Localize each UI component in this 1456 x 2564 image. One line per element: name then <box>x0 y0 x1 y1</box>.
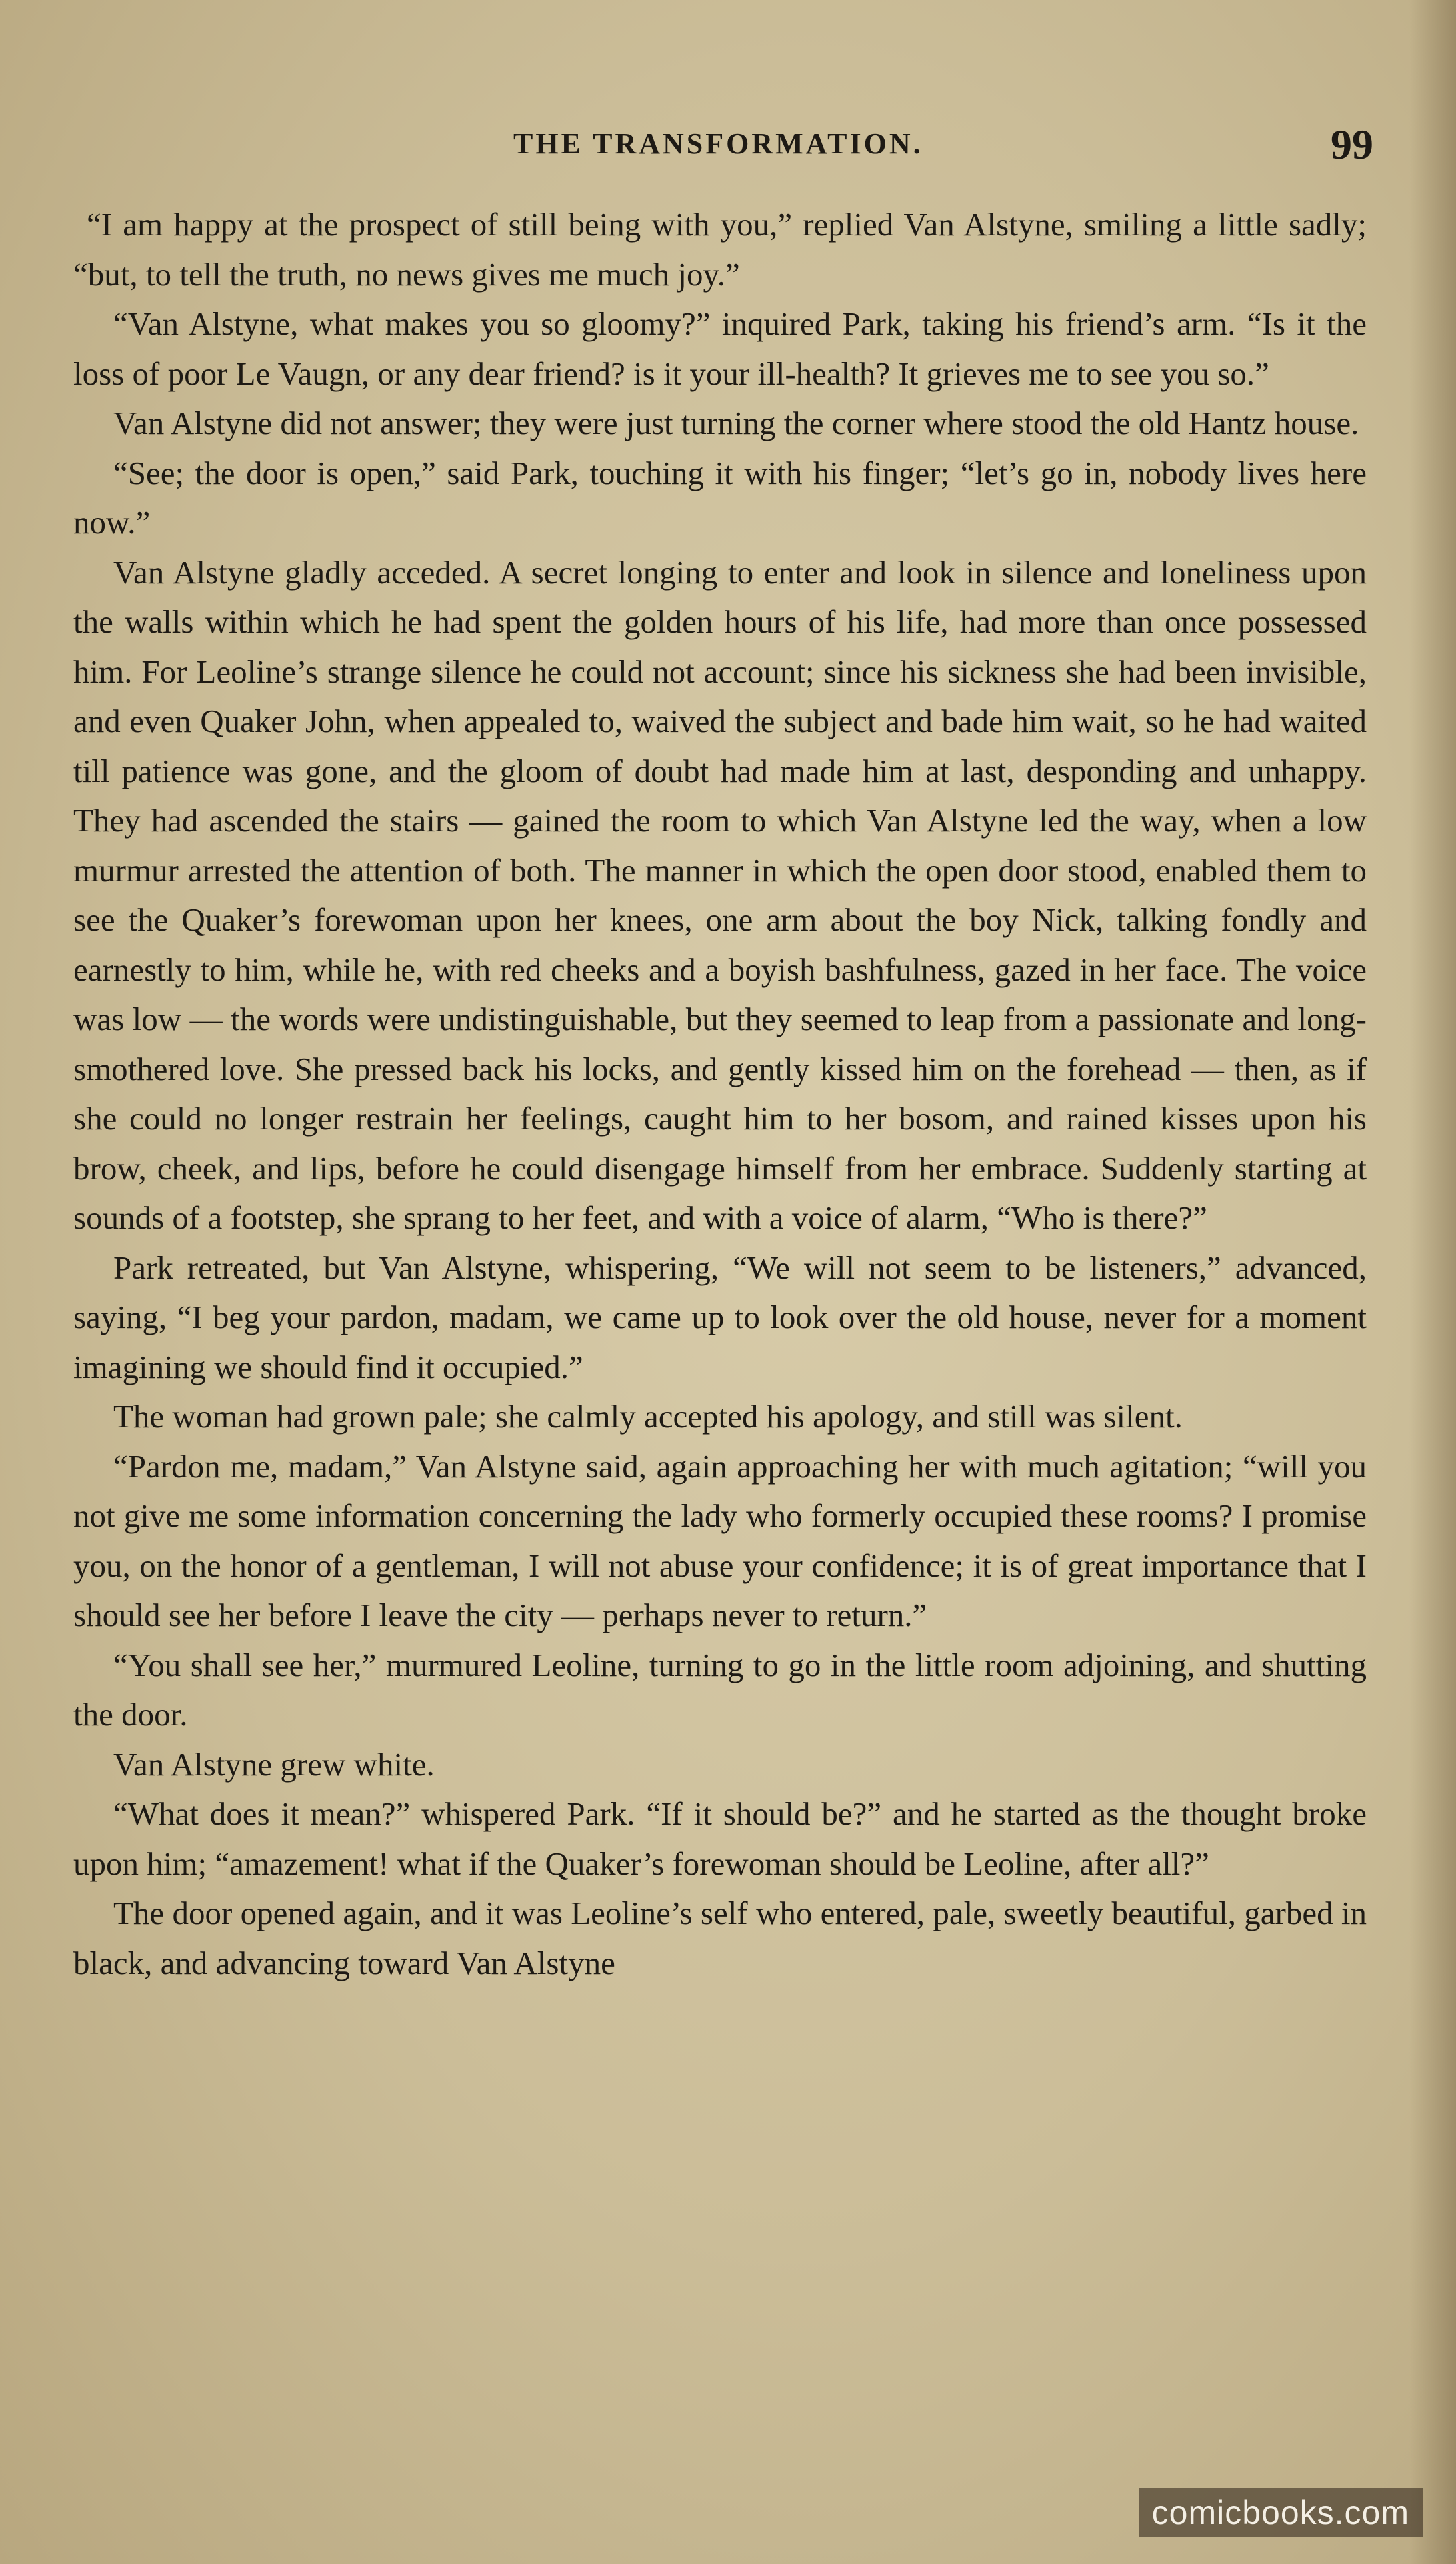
page-edge-shadow <box>1409 0 1456 2564</box>
page-number: 99 <box>1331 121 1373 168</box>
paragraph: “I am happy at the prospect of still being with you,” replied Van Alstyne, smiling a little sadly; “but, to tell the truth, no news gives me much joy.” <box>73 206 1367 293</box>
paragraph: “What does it mean?” whispered Park. “If it should be?” and he started as the thought broke upon him; “amazement! what if the Quaker’s forewoman should be Leoline, after all?” <box>73 1795 1367 1882</box>
paragraph: Van Alstyne gladly acceded. A secret longing to enter and look in silence and loneliness upon the walls within which he had spent the golden hours of his life, had more than once possessed him. For Leoline’s strange silence he could not account; since his sickness she had been invisible, and even Quaker John, when appealed to, waived the subject and bade him wait, so he had waited till patience was gone, and the gloom of doubt had made him at last, desponding and unhappy. They had ascended the stairs — gained the room to which Van Alstyne led the way, when a low murmur arrested the attention of both. The manner in which the open door stood, enabled them to see the Quaker’s forewoman upon her knees, one arm about the boy Nick, talking fondly and earnestly to him, while he, with red cheeks and a boyish bashfulness, gazed in her face. The voice was low — the words were undistinguishable, but they seemed to leap from a passionate and long-smothered love. She pressed back his locks, and gently kissed him on the forehead — then, as if she could no longer restrain her feelings, caught him to her bosom, and rained kisses upon his brow, cheek, and lips, before he could disengage himself from her embrace. Suddenly starting at sounds of a footstep, she sprang to her feet, and with a voice of alarm, “Who is there?” <box>73 553 1367 1236</box>
paragraph: The woman had grown pale; she calmly accepted his apology, and still was silent. <box>113 1398 1183 1435</box>
watermark: comicbooks.com <box>1139 2488 1423 2537</box>
page-header <box>73 120 1380 180</box>
paragraph: Van Alstyne did not answer; they were just turning the corner where stood the old Hantz house. <box>113 405 1359 441</box>
paragraph: “Pardon me, madam,” Van Alstyne said, again approaching her with much agitation; “will you not give me some information concerning the lady who formerly occupied these rooms? I promise you, on the honor of a gentleman, I will not abuse your confidence; it is of great importance that I should see her before I leave the city — perhaps never to return.” <box>73 1447 1367 1633</box>
paragraph: Van Alstyne grew white. <box>113 1745 435 1783</box>
paragraph: Park retreated, but Van Alstyne, whispering, “We will not seem to be listeners,” advanced, saying, “I beg your pardon, madam, we came up to look over the old house, never for a moment imagining we should find it occupied.” <box>73 1249 1367 1385</box>
paragraph: “Van Alstyne, what makes you so gloomy?” inquired Park, taking his friend’s arm. “Is it the loss of poor Le Vaugn, or any dear friend? is it your ill-health? It grieves me to see you so.” <box>73 305 1367 392</box>
body-text <box>73 200 1367 1988</box>
paragraph: “You shall see her,” murmured Leoline, turning to go in the little room adjoining, and shutting the door. <box>73 1646 1367 1733</box>
paragraph: “See; the door is open,” said Park, touching it with his finger; “let’s go in, nobody lives here now.” <box>73 454 1367 541</box>
running-title: THE TRANSFORMATION. <box>513 127 923 160</box>
paragraph: The door opened again, and it was Leoline’s self who entered, pale, sweetly beautiful, garbed in black, and advancing toward Van Alstyne <box>73 1895 1367 1981</box>
